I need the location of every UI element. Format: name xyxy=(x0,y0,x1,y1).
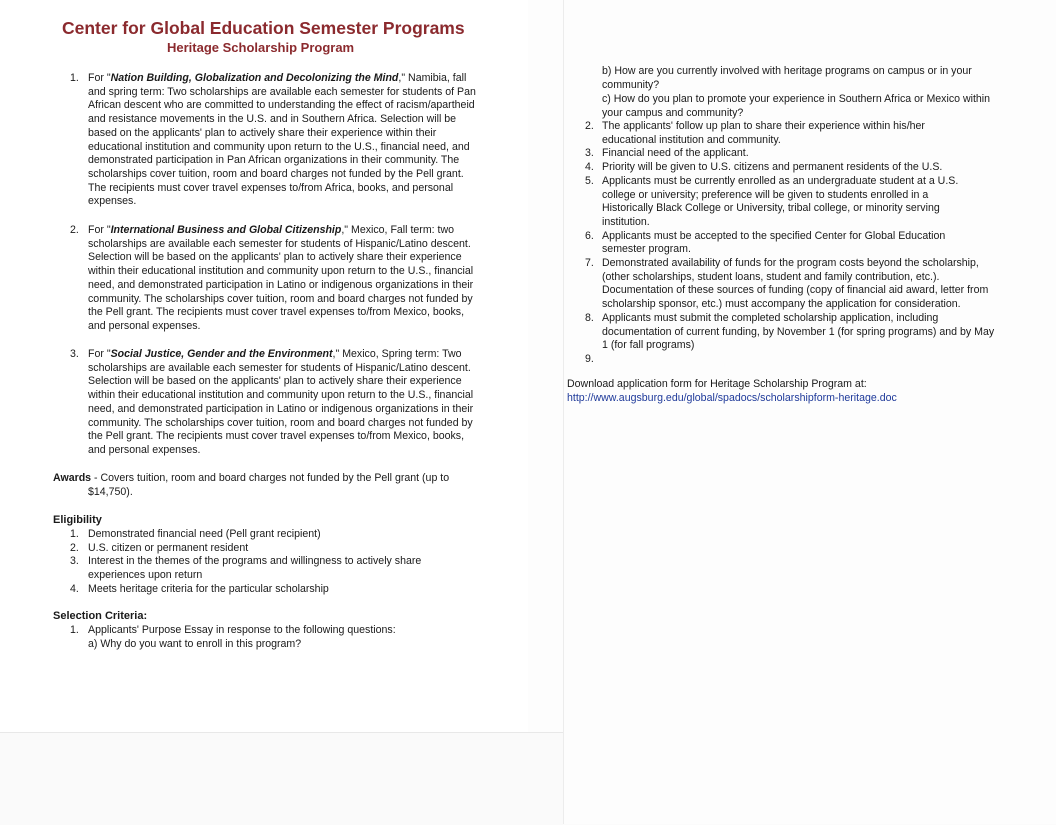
selection-list-start xyxy=(70,624,490,651)
list-number: 2. xyxy=(70,541,79,554)
eligibility-list xyxy=(70,528,490,597)
awards-text: - Covers tuition, room and board charges not funded by the Pell grant (up to xyxy=(91,472,450,484)
list-number: 2. xyxy=(585,120,594,132)
selection-heading: Selection Criteria: xyxy=(53,610,148,622)
program-description: ," Namibia, fall and spring term: Two scholarships are available each semester for students of Pan African descent who are committed to understanding the effect of racism/apartheid and resistance movements in the U.S. and in Southern Africa. Selection will be based on the applicants' plan to actively share their experience within their educational institution and community upon return to the U.S., financial need, and demonstrated participation in Pan African organizations in their community. The scholarships cover tuition, room and board charges not funded by the Pell grant. The recipients must cover travel expenses to/from Africa, books, and personal expenses. xyxy=(88,72,476,208)
list-number: 5. xyxy=(585,174,594,187)
list-number: 1. xyxy=(70,624,79,636)
list-item xyxy=(585,120,995,147)
list-number: 4. xyxy=(585,161,594,174)
awards-label: Awards xyxy=(53,472,92,484)
list-number: 7. xyxy=(585,257,594,270)
list-item xyxy=(585,161,995,175)
program-intro: For " xyxy=(88,224,111,236)
download-link[interactable]: http://www.augsburg.edu/global/spadocs/scholarshipform-heritage.doc xyxy=(567,391,897,404)
list-item xyxy=(70,583,490,597)
program-description: ," Mexico, Spring term: Two scholarships are available each semester for students of Hispanic/Latino descent. Selection will be based on the applicants' plan to actively share their experience within their educational institution and community upon return to the U.S., financial need, and demonstrated participation in Latino or indigenous organizations in their community. The scholarships cover tuition, room and board charges not funded by the Pell grant. The recipients must cover travel expenses to/from Mexico, books, and personal expenses. xyxy=(88,348,474,456)
list-number: 6. xyxy=(585,229,594,242)
essay-question: b) How are you currently involved with heritage programs on campus or in your community? xyxy=(602,65,972,91)
list-number: 3. xyxy=(585,147,594,160)
list-item xyxy=(585,230,995,257)
list-item xyxy=(70,555,490,582)
list-text: Applicants must be accepted to the specified Center for Global Education semester program. xyxy=(602,229,946,256)
program-number: 1. xyxy=(70,72,79,84)
list-item xyxy=(585,312,995,353)
list-number: 3. xyxy=(70,555,79,568)
list-number: 9. xyxy=(585,352,594,365)
awards-section xyxy=(53,472,483,499)
program-name: International Business and Global Citizenship xyxy=(110,224,342,236)
list-text: Applicants' Purpose Essay in response to the following questions: xyxy=(88,624,396,636)
program-item xyxy=(70,348,482,458)
list-item xyxy=(585,353,995,367)
list-item xyxy=(585,175,995,230)
list-text: Demonstrated financial need (Pell grant recipient) xyxy=(88,528,321,540)
download-section xyxy=(567,378,987,405)
program-number: 2. xyxy=(70,224,79,236)
list-text: Applicants must be currently enrolled as an undergraduate student at a U.S. college or university; preference will be given to students enrolled in a Historically Black College or University, tribal college, or minority serving institution. xyxy=(602,174,959,228)
program-item xyxy=(70,72,482,209)
list-number: 4. xyxy=(70,582,79,595)
program-name: Nation Building, Globalization and Decolonizing the Mind xyxy=(110,72,399,84)
download-text: Download application form for Heritage Scholarship Program at: xyxy=(567,378,867,390)
page-gutter xyxy=(563,0,564,824)
awards-amount: $14,750). xyxy=(88,485,133,498)
list-item xyxy=(585,257,995,312)
list-item xyxy=(70,624,490,638)
program-number: 3. xyxy=(70,348,79,360)
scan-margin xyxy=(0,732,563,825)
list-item xyxy=(585,147,995,161)
list-item xyxy=(70,528,490,542)
list-text: Meets heritage criteria for the particular scholarship xyxy=(88,582,329,595)
list-text: The applicants' follow up plan to share their experience within his/her educational institution and community. xyxy=(602,120,925,146)
document-subtitle: Heritage Scholarship Program xyxy=(167,40,355,55)
program-item xyxy=(70,224,482,334)
list-item xyxy=(70,542,490,556)
list-text: Financial need of the applicant. xyxy=(602,147,749,160)
list-number: 1. xyxy=(70,528,79,540)
program-description: ," Mexico, Fall term: two scholarships are available each semester for students of Hispanic/Latino descent. Selection will be based on the applicants' plan to actively share their experience within their educational institution and community upon return to the U.S., financial need, and demonstrated participation in Latino or indigenous organizations in their community. The scholarships cover tuition, room and board charges not funded by the Pell grant. The recipients must cover travel expenses to/from Mexico, books, and personal expenses. xyxy=(88,224,474,332)
essay-question: c) How do you plan to promote your experience in Southern Africa or Mexico within your campus and community? xyxy=(602,93,991,119)
selection-list xyxy=(585,120,995,367)
program-intro: For " xyxy=(88,72,111,84)
list-text: Demonstrated availability of funds for the program costs beyond the scholarship, (other scholarships, student loans, student and family contribution, etc.). Documentation of these sources of funding (copy of financial aid award, letter from scholarship sponsor, etc.) must accompany the application for consideration. xyxy=(602,257,989,311)
eligibility-heading: Eligibility xyxy=(53,514,102,526)
program-intro: For " xyxy=(88,348,111,360)
document-title: Center for Global Education Semester Programs xyxy=(62,18,465,38)
essay-question: a) Why do you want to enroll in this program? xyxy=(88,637,302,650)
program-name: Social Justice, Gender and the Environment xyxy=(110,348,333,360)
list-text: Interest in the themes of the programs and willingness to actively share experiences upon return xyxy=(88,555,422,582)
list-text: Priority will be given to U.S. citizens and permanent residents of the U.S. xyxy=(602,161,943,174)
list-number: 8. xyxy=(585,311,594,324)
list-text: U.S. citizen or permanent resident xyxy=(88,541,249,554)
list-text: Applicants must submit the completed scholarship application, including documentation of current funding, by November 1 (for spring programs) and by May 1 (for fall programs) xyxy=(602,311,995,352)
